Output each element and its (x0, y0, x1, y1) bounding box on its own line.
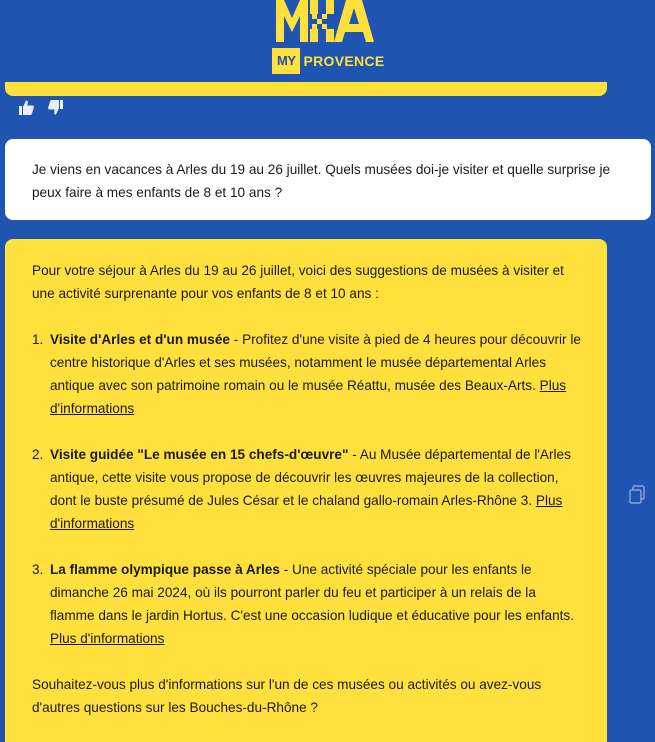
thumbs-down-icon[interactable] (47, 99, 64, 116)
logo-mark-icon (274, 0, 384, 44)
user-message-text: Je viens en vacances à Arles du 19 au 26 juillet. Quels musées doi-je visiter et quelle surprise je peux faire à mes enfants de 8 et 10 ans ? (32, 162, 611, 200)
suggestion-list (32, 328, 583, 650)
item-title: Visite guidée "Le musée en 15 chefs-d'œuvre" (50, 447, 349, 462)
list-item (32, 328, 583, 420)
list-item (32, 443, 583, 535)
item-number: 1. (32, 332, 44, 347)
bot-outro: Souhaitez-vous plus d'informations sur l'un de ces musées ou activités ou avez-vous d'autres questions sur les Bouches-du-Rhône ? (32, 677, 542, 715)
bot-message (5, 239, 607, 742)
item-description: - Profitez d'une visite à pied de 4 heures pour découvrir le centre historique d'Arles et ses musées, notamment le musée départemental Arles antique avec son patrimoine romain ou le musée Réattu, musée des Beaux-Arts. (50, 332, 581, 393)
more-info-link[interactable]: Plus d'informations (50, 493, 563, 531)
item-description: - Une activité spéciale pour les enfants le dimanche 26 mai 2024, où ils pourront parler du feu et participer à un relais de la flamme dans le jardin Hortus. C'est une occasion ludique et éducative pour les enfants. (50, 562, 574, 623)
thumbs-up-icon[interactable] (18, 99, 35, 116)
myprovence-logo (270, 0, 386, 78)
feedback-buttons (18, 99, 64, 116)
item-title: Visite d'Arles et d'un musée (50, 332, 230, 347)
bot-intro: Pour votre séjour à Arles du 19 au 26 juillet, voici des suggestions de musées à visiter et une activité surprenante pour vos enfants de 8 et 10 ans : (32, 263, 564, 301)
logo-badge-provence: PROVENCE (303, 53, 385, 69)
item-number: 2. (32, 447, 44, 462)
item-number: 3. (32, 562, 44, 577)
more-info-link[interactable]: Plus d'informations (50, 631, 165, 646)
previous-bot-message (5, 82, 607, 96)
more-info-link[interactable]: Plus d'informations (50, 378, 567, 416)
item-description: - Au Musée départemental de l'Arles antique, cette visite vous propose de découvrir les œuvres majeures de la collection, dont le buste présumé de Jules César et le chaland gallo-romain Arles-Rhône 3. (50, 447, 571, 508)
list-item (32, 558, 583, 650)
copy-icon[interactable] (628, 485, 646, 505)
item-title: La flamme olympique passe à Arles (50, 562, 280, 577)
user-message (5, 139, 651, 220)
logo-badge-my: MY (272, 48, 300, 74)
logo-badge (272, 48, 384, 74)
